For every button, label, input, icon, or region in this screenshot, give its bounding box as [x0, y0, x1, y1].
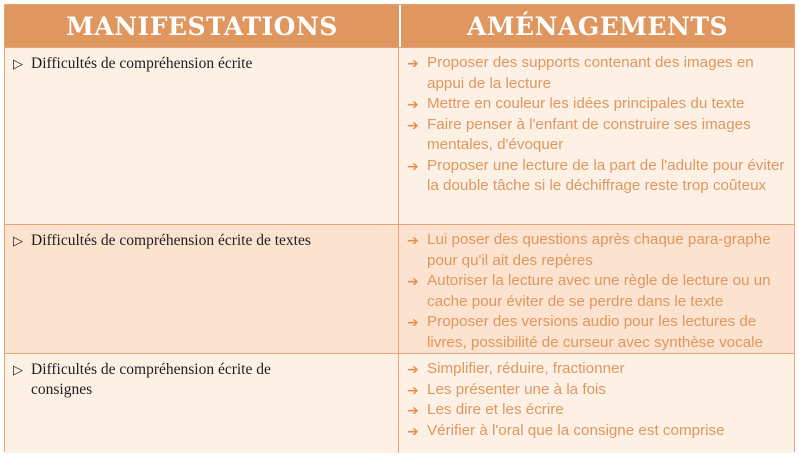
accommodations-table: [4, 4, 795, 452]
list-item: [407, 53, 788, 94]
arrow-right-icon: ➔: [407, 157, 419, 174]
table-row: [5, 225, 794, 354]
list-item-text: Les dire et les écrire: [427, 401, 564, 418]
arrow-right-icon: ➔: [407, 232, 419, 248]
list-item-text: Les présenter une à la fois: [427, 380, 606, 398]
manifestation-text: Difficultés de compréhension écrite: [31, 55, 253, 72]
arrow-right-icon: ➔: [407, 422, 419, 439]
triangle-right-outline-icon: ▷: [13, 56, 23, 71]
triangle-right-outline-icon: ▷: [13, 233, 23, 248]
list-item-text: Lui poser des questions après chaque para-graphe pour qu'il ait des repères: [427, 231, 771, 269]
manifestation-text: Difficultés de compréhension écrite de consignes: [31, 361, 271, 398]
table-row: [5, 48, 794, 225]
header-manifestations: MANIFESTATIONS: [5, 5, 401, 47]
arrow-right-icon: ➔: [407, 116, 419, 133]
arrow-right-icon: ➔: [407, 402, 419, 418]
manifestation-text: Difficultés de compréhension écrite de textes: [31, 232, 311, 249]
list-item-text: Vérifier à l'oral que la consigne est comprise: [427, 421, 725, 439]
amenagements-cell: [399, 225, 794, 353]
list-item-text: Proposer une lecture de la part de l'adulte pour éviter la double tâche si le déchiffrage reste trop coûteux: [427, 156, 785, 194]
triangle-right-outline-icon: ▷: [13, 362, 23, 377]
list-item: [407, 312, 788, 353]
list-item: [407, 94, 788, 115]
list-item: [407, 115, 788, 156]
list-item: [407, 380, 788, 401]
list-item: [407, 400, 788, 421]
table-header: [5, 5, 794, 48]
list-item-text: Faire penser à l'enfant de construire ses images mentales, d'évoquer: [427, 115, 751, 153]
list-item: [407, 230, 788, 271]
list-item-text: Mettre en couleur les idées principales du texte: [427, 95, 745, 112]
manifestation-cell: [5, 48, 399, 224]
manifestation-cell: [5, 225, 399, 353]
arrow-right-icon: ➔: [407, 55, 419, 71]
list-item: [407, 421, 788, 442]
arrow-right-icon: ➔: [407, 96, 419, 112]
table-row: [5, 354, 794, 453]
list-item-text: Proposer des supports contenant des images en appui de la lecture: [427, 54, 754, 92]
arrow-right-icon: ➔: [407, 361, 419, 377]
list-item: [407, 359, 788, 380]
list-item-text: Autoriser la lecture avec une règle de lecture ou un cache pour éviter de se perdre dans le texte: [427, 272, 771, 310]
arrow-right-icon: ➔: [407, 273, 419, 289]
list-item-text: Simplifier, réduire, fractionner: [427, 360, 625, 377]
arrow-right-icon: ➔: [407, 314, 419, 330]
header-amenagements: AMÉNAGEMENTS: [466, 11, 729, 41]
amenagements-cell: [399, 354, 794, 453]
arrow-right-icon: ➔: [407, 381, 419, 398]
list-item: [407, 271, 788, 312]
list-item: [407, 156, 788, 197]
manifestation-cell: [5, 354, 399, 453]
amenagements-cell: [399, 48, 794, 224]
list-item-text: Proposer des versions audio pour les lectures de livres, possibilité de curseur avec synthèse vocale: [427, 313, 763, 351]
